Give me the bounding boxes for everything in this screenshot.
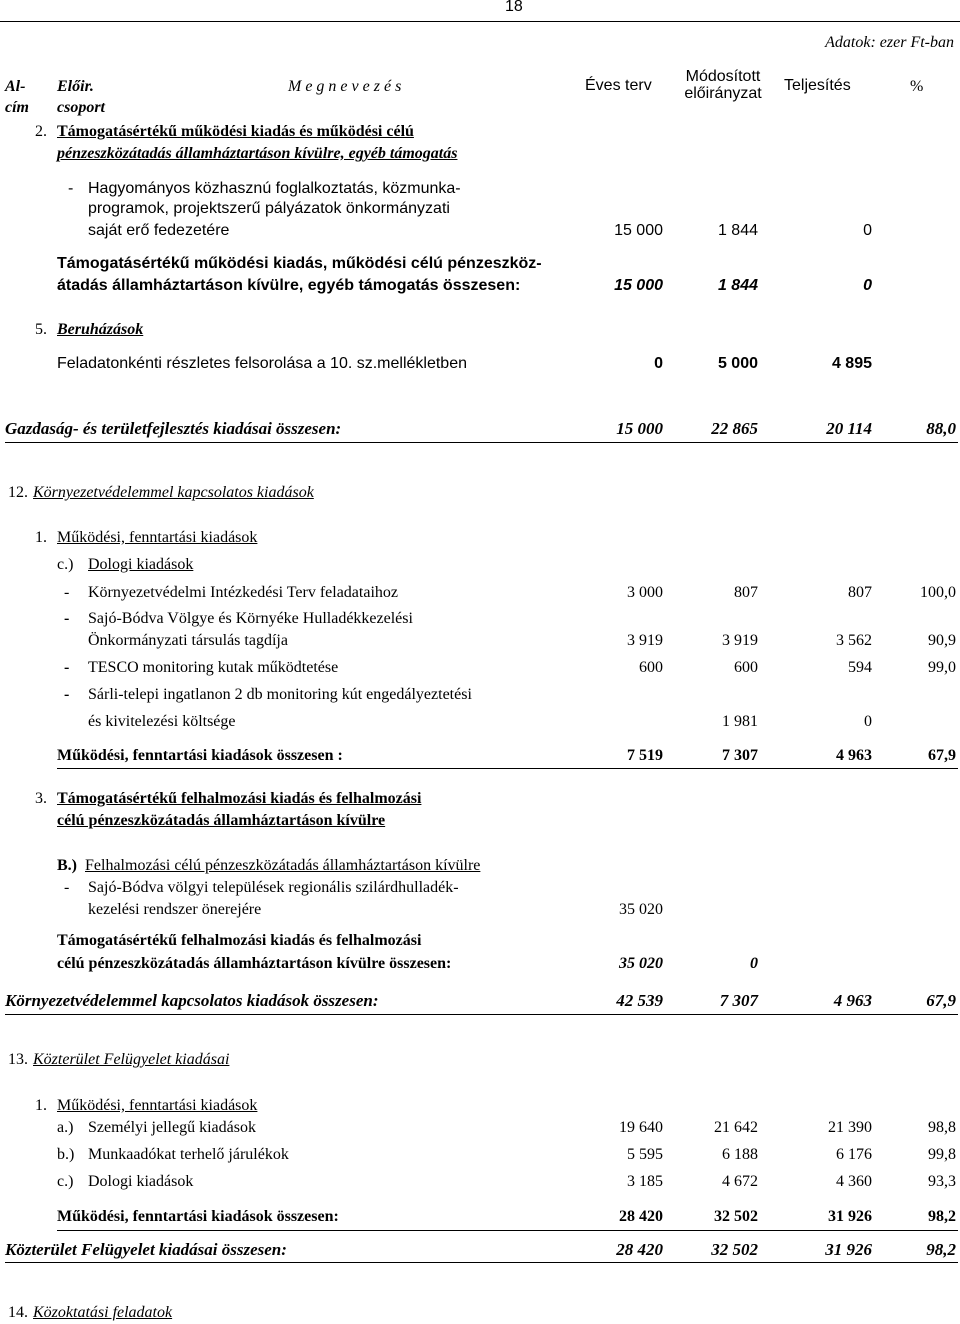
s5-mod: 5 000 — [717, 355, 758, 372]
s13-row-mod: 4 672 — [722, 1173, 758, 1190]
s12-row-label: TESCO monitoring kutak működtetése — [88, 659, 339, 676]
header-alcim-2: cím — [5, 99, 29, 116]
units-note: Adatok: ezer Ft-ban — [825, 34, 954, 51]
s12-row-label: Környezetvédelmi Intézkedési Terv feladataihoz — [88, 584, 398, 601]
s13-total-label: Közterület Felügyelet kiadásai összesen: — [5, 1240, 287, 1259]
s13-row-eves: 5 595 — [627, 1146, 663, 1163]
header-modositott: Módosított — [685, 68, 761, 85]
s2-item-eves: 15 000 — [614, 222, 663, 239]
s13-row-pct: 99,8 — [928, 1146, 956, 1163]
s13-row-eves: 19 640 — [619, 1119, 663, 1136]
header-alcim: Al- — [5, 78, 26, 95]
s12-row-mod: 600 — [734, 659, 758, 676]
s13-sub1-total-eves: 28 420 — [619, 1208, 663, 1225]
s12-row-label: Sajó-Bódva Völgye és Környéke Hulladékkezelési — [88, 610, 413, 627]
s12-sub3-title: Támogatásértékű felhalmozási kiadás és felhalmozási — [57, 790, 422, 807]
s12-c-number: c.) — [57, 556, 74, 573]
s14-number: 14. — [8, 1304, 28, 1321]
gazd-total-pct: 88,0 — [926, 419, 956, 438]
s12-row-telj: 594 — [848, 659, 872, 676]
s2-number: 2. — [35, 123, 47, 140]
s12-b-number: B.) — [57, 857, 77, 874]
s12-title: Környezetvédelemmel kapcsolatos kiadások — [33, 484, 314, 501]
s12-row-dash: - — [64, 659, 70, 676]
s12-row-eves: 3 919 — [627, 632, 663, 649]
s2-item-mod: 1 844 — [717, 222, 758, 239]
s2-item-telj: 0 — [863, 222, 872, 239]
s12-total-pct: 67,9 — [926, 991, 956, 1010]
s12-sub3-total-mod: 0 — [750, 955, 758, 972]
s13-row-mod: 6 188 — [722, 1146, 758, 1163]
s13-total-pct: 98,2 — [926, 1240, 956, 1259]
s12-row-eves: 3 000 — [627, 584, 663, 601]
s13-sub1-total-label: Működési, fenntartási kiadások összesen: — [57, 1208, 339, 1225]
s13-number: 13. — [8, 1051, 28, 1068]
s12-sub3-number: 3. — [35, 790, 47, 807]
s13-sub1-total-mod: 32 502 — [714, 1208, 758, 1225]
s5-item: Feladatonkénti részletes felsorolása a 10. sz.mellékletben — [57, 355, 467, 372]
s12-row-telj: 807 — [848, 584, 872, 601]
s12-sub3-total-eves: 35 020 — [619, 955, 663, 972]
s12-sub1-total-telj: 4 963 — [836, 747, 872, 764]
s14-title: Közoktatási feladatok — [33, 1304, 173, 1321]
s2-title: Támogatásértékű működési kiadás és működési célú — [57, 123, 414, 140]
s2-item-dash: - — [68, 180, 74, 197]
s12-row-label-2: és kivitelezési költsége — [88, 713, 236, 730]
s13-sub1-total-pct: 98,2 — [928, 1208, 956, 1225]
s13-row-eves: 3 185 — [627, 1173, 663, 1190]
s12-row-eves: 600 — [639, 659, 663, 676]
s13-sub1-title: Működési, fenntartási kiadások — [57, 1097, 258, 1114]
s12-row-dash: - — [64, 686, 70, 703]
s13-total-eves: 28 420 — [616, 1240, 663, 1259]
s5-number: 5. — [35, 321, 47, 338]
s13-row-pct: 93,3 — [928, 1173, 956, 1190]
s12-b-dash: - — [64, 879, 70, 896]
s12-total-eves: 42 539 — [616, 991, 663, 1010]
s5-title: Beruházások — [57, 321, 144, 338]
header-teljesites: Teljesítés — [784, 77, 851, 94]
s12-c-title: Dologi kiadások — [88, 556, 194, 573]
s12-sub1-title: Működési, fenntartási kiadások — [57, 529, 258, 546]
s2-item-line-3: saját erő fedezetére — [88, 222, 230, 239]
s13-row-letter: b.) — [57, 1146, 75, 1163]
s2-item-line-1: Hagyományos közhasznú foglalkoztatás, közmunka- — [88, 180, 461, 197]
s12-row-mod: 1 981 — [722, 713, 758, 730]
s12-total-telj: 4 963 — [833, 991, 872, 1010]
s12-row-dash: - — [64, 584, 70, 601]
s13-sub1-total-rule — [57, 1230, 958, 1231]
gazd-total-label: Gazdaság- és területfejlesztés kiadásai összesen: — [5, 419, 342, 438]
s13-total-rule — [5, 1262, 958, 1263]
s2-total-telj: 0 — [863, 277, 872, 294]
s12-row-label-2: Önkormányzati társulás tagdíja — [88, 632, 288, 649]
s12-row-mod: 807 — [734, 584, 758, 601]
header-percent: % — [910, 78, 924, 95]
s12-total-label: Környezetvédelemmel kapcsolatos kiadások összesen: — [5, 991, 379, 1010]
s13-row-letter: c.) — [57, 1173, 74, 1190]
s12-sub1-total-rule — [57, 768, 958, 769]
s2-title-2: pénzeszközátadás államháztartáson kívülre, egyéb támogatás — [57, 145, 458, 162]
s12-sub1-total-mod: 7 307 — [722, 747, 758, 764]
s5-eves: 0 — [654, 355, 663, 372]
s13-row-telj: 4 360 — [836, 1173, 872, 1190]
s12-b-item-eves: 35 020 — [619, 901, 663, 918]
s13-row-telj: 6 176 — [836, 1146, 872, 1163]
s12-b-item-line-2: kezelési rendszer önerejére — [88, 901, 262, 918]
s2-total-line-1: Támogatásértékű működési kiadás, működési célú pénzeszköz- — [57, 255, 542, 272]
s13-row-label: Munkaadókat terhelő járulékok — [88, 1146, 289, 1163]
header-eves-terv: Éves terv — [585, 77, 652, 94]
gazd-total-telj: 20 114 — [826, 419, 872, 438]
s13-title: Közterület Felügyelet kiadásai — [33, 1051, 230, 1068]
page-number: 18 — [505, 0, 523, 15]
s12-sub3-total-line-2: célú pénzeszközátadás államháztartáson kívülre összesen: — [57, 955, 452, 972]
s13-row-label: Személyi jellegű kiadások — [88, 1119, 256, 1136]
s13-row-pct: 98,8 — [928, 1119, 956, 1136]
s13-sub1-total-telj: 31 926 — [828, 1208, 872, 1225]
s13-row-letter: a.) — [57, 1119, 74, 1136]
s12-total-rule — [5, 1014, 958, 1015]
s12-sub1-total-pct: 67,9 — [928, 747, 956, 764]
gazd-total-rule — [5, 442, 958, 443]
gazd-total-eves: 15 000 — [616, 419, 663, 438]
s13-row-label: Dologi kiadások — [88, 1173, 194, 1190]
s12-sub3-title-2: célú pénzeszközátadás államháztartáson kívülre — [57, 812, 386, 829]
s2-item-line-2: programok, projektszerű pályázatok önkormányzati — [88, 200, 450, 217]
header-eloiranyzat: előirányzat — [684, 85, 762, 102]
s12-sub1-number: 1. — [35, 529, 47, 546]
s12-sub1-total-label: Működési, fenntartási kiadások összesen : — [57, 747, 343, 764]
s12-row-pct: 99,0 — [928, 659, 956, 676]
s12-b-title: Felhalmozási célú pénzeszközátadás államháztartáson kívülre — [85, 857, 481, 874]
s2-total-eves: 15 000 — [614, 277, 663, 294]
s12-row-pct: 90,9 — [928, 632, 956, 649]
header-eloir: Előir. — [57, 78, 94, 95]
s13-total-telj: 31 926 — [825, 1240, 872, 1259]
s12-row-telj: 0 — [864, 713, 872, 730]
s12-row-dash: - — [64, 610, 70, 627]
s12-total-mod: 7 307 — [719, 991, 758, 1010]
s12-row-mod: 3 919 — [722, 632, 758, 649]
header-eloir-2: csoport — [57, 99, 105, 116]
s12-row-telj: 3 562 — [836, 632, 872, 649]
s2-total-mod: 1 844 — [717, 277, 758, 294]
s12-b-item-line-1: Sajó-Bódva völgyi települések regionális szilárdhulladék- — [88, 879, 459, 896]
s12-sub3-total-line-1: Támogatásértékű felhalmozási kiadás és felhalmozási — [57, 932, 422, 949]
s12-number: 12. — [8, 484, 28, 501]
top-rule — [0, 21, 960, 22]
s12-row-label: Sárli-telepi ingatlanon 2 db monitoring kút engedályeztetési — [88, 686, 472, 703]
header-megnevezes: M e g n e v e z é s — [288, 78, 402, 95]
s2-total-line-2: átadás államháztartáson kívülre, egyéb támogatás összesen: — [57, 277, 521, 294]
s12-sub1-total-eves: 7 519 — [627, 747, 663, 764]
s13-sub1-number: 1. — [35, 1097, 47, 1114]
s5-telj: 4 895 — [831, 355, 872, 372]
s13-total-mod: 32 502 — [711, 1240, 758, 1259]
s13-row-telj: 21 390 — [828, 1119, 872, 1136]
gazd-total-mod: 22 865 — [711, 419, 758, 438]
s12-row-pct: 100,0 — [920, 584, 956, 601]
s13-row-mod: 21 642 — [714, 1119, 758, 1136]
